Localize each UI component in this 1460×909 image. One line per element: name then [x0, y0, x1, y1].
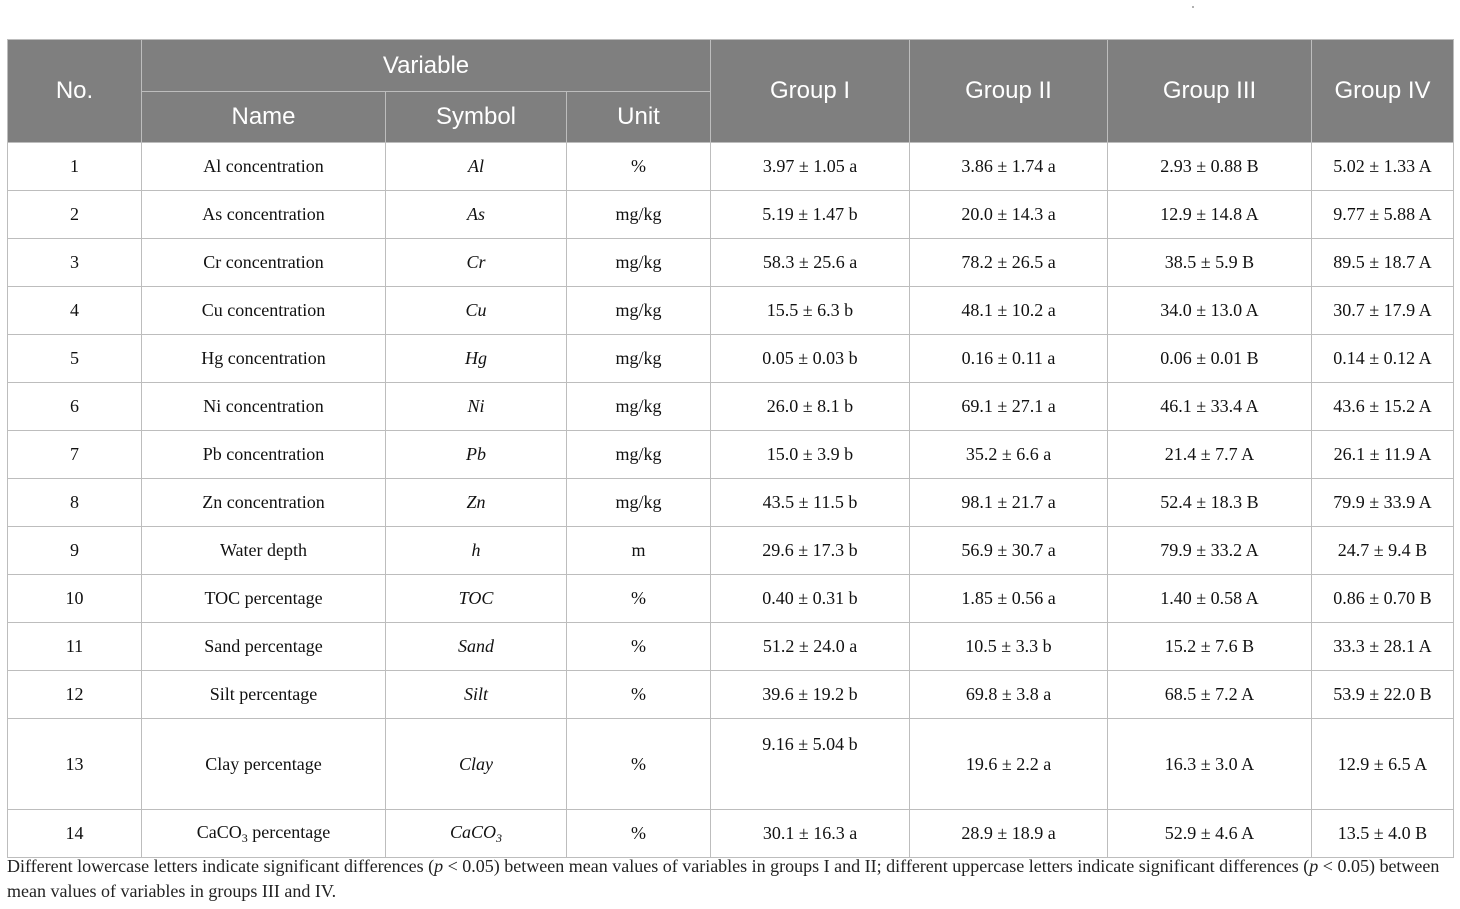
cell-group-3: 52.9 ± 4.6 A: [1108, 810, 1312, 858]
cell-group-1: 0.05 ± 0.03 b: [711, 335, 910, 383]
cell-group-3: 12.9 ± 14.8 A: [1108, 191, 1312, 239]
cell-unit: mg/kg: [567, 191, 711, 239]
cell-no: 8: [8, 479, 142, 527]
cell-no: 11: [8, 623, 142, 671]
stray-dot: [1192, 6, 1194, 8]
cell-name: Cr concentration: [142, 239, 386, 287]
table-row: [8, 671, 1454, 719]
cell-symbol: Hg: [386, 335, 567, 383]
cell-group-1: 43.5 ± 11.5 b: [711, 479, 910, 527]
cell-unit: %: [567, 623, 711, 671]
header-group-2: Group II: [910, 40, 1108, 143]
table-row: [8, 335, 1454, 383]
cell-group-1: 39.6 ± 19.2 b: [711, 671, 910, 719]
cell-group-2: 0.16 ± 0.11 a: [910, 335, 1108, 383]
cell-name: Silt percentage: [142, 671, 386, 719]
cell-group-1: 3.97 ± 1.05 a: [711, 143, 910, 191]
table-row: [8, 479, 1454, 527]
cell-symbol: Ni: [386, 383, 567, 431]
cell-group-3: 38.5 ± 5.9 B: [1108, 239, 1312, 287]
cell-group-3: 34.0 ± 13.0 A: [1108, 287, 1312, 335]
cell-no: 1: [8, 143, 142, 191]
cell-group-4: 12.9 ± 6.5 A: [1312, 719, 1454, 810]
cell-group-2: 56.9 ± 30.7 a: [910, 527, 1108, 575]
table-row: [8, 575, 1454, 623]
footnote-p-symbol-2: p: [1309, 856, 1319, 876]
cell-symbol: Al: [386, 143, 567, 191]
cell-symbol: Clay: [386, 719, 567, 810]
cell-group-2: 10.5 ± 3.3 b: [910, 623, 1108, 671]
cell-group-2: 78.2 ± 26.5 a: [910, 239, 1108, 287]
cell-group-4: 26.1 ± 11.9 A: [1312, 431, 1454, 479]
cell-name: Sand percentage: [142, 623, 386, 671]
cell-group-1: 15.0 ± 3.9 b: [711, 431, 910, 479]
table-row: [8, 719, 1454, 810]
cell-no: 9: [8, 527, 142, 575]
cell-name: Clay percentage: [142, 719, 386, 810]
cell-name: Ni concentration: [142, 383, 386, 431]
cell-group-1: 30.1 ± 16.3 a: [711, 810, 910, 858]
table-row: [8, 527, 1454, 575]
header-variable: Variable: [142, 40, 711, 92]
cell-no: 4: [8, 287, 142, 335]
cell-no: 10: [8, 575, 142, 623]
cell-name-subscript: 3: [241, 830, 248, 845]
cell-group-3: 1.40 ± 0.58 A: [1108, 575, 1312, 623]
table-row: [8, 431, 1454, 479]
cell-group-4: 24.7 ± 9.4 B: [1312, 527, 1454, 575]
cell-group-2: 69.1 ± 27.1 a: [910, 383, 1108, 431]
cell-group-4: 30.7 ± 17.9 A: [1312, 287, 1454, 335]
cell-group-2: 35.2 ± 6.6 a: [910, 431, 1108, 479]
cell-group-4: 13.5 ± 4.0 B: [1312, 810, 1454, 858]
header-symbol: Symbol: [386, 92, 567, 143]
cell-group-1: 9.16 ± 5.04 b: [711, 719, 910, 810]
cell-symbol: Silt: [386, 671, 567, 719]
header-name: Name: [142, 92, 386, 143]
cell-group-2: 48.1 ± 10.2 a: [910, 287, 1108, 335]
cell-group-3: 0.06 ± 0.01 B: [1108, 335, 1312, 383]
cell-symbol: Cu: [386, 287, 567, 335]
cell-no: 3: [8, 239, 142, 287]
cell-group-2: 19.6 ± 2.2 a: [910, 719, 1108, 810]
table-row: [8, 287, 1454, 335]
cell-group-2: 69.8 ± 3.8 a: [910, 671, 1108, 719]
cell-no: 5: [8, 335, 142, 383]
cell-symbol: h: [386, 527, 567, 575]
cell-group-1: 0.40 ± 0.31 b: [711, 575, 910, 623]
cell-unit: mg/kg: [567, 239, 711, 287]
cell-unit: mg/kg: [567, 335, 711, 383]
cell-symbol: Sand: [386, 623, 567, 671]
cell-unit: mg/kg: [567, 479, 711, 527]
cell-group-1: 15.5 ± 6.3 b: [711, 287, 910, 335]
cell-name: Water depth: [142, 527, 386, 575]
cell-symbol: Cr: [386, 239, 567, 287]
header-group-3: Group III: [1108, 40, 1312, 143]
cell-symbol: Zn: [386, 479, 567, 527]
cell-group-1: 5.19 ± 1.47 b: [711, 191, 910, 239]
cell-group-1: 51.2 ± 24.0 a: [711, 623, 910, 671]
cell-group-3: 52.4 ± 18.3 B: [1108, 479, 1312, 527]
cell-group-4: 0.14 ± 0.12 A: [1312, 335, 1454, 383]
table-row: [8, 383, 1454, 431]
table-row: [8, 191, 1454, 239]
cell-no: 2: [8, 191, 142, 239]
cell-name: Zn concentration: [142, 479, 386, 527]
cell-group-2: 20.0 ± 14.3 a: [910, 191, 1108, 239]
cell-name: Pb concentration: [142, 431, 386, 479]
cell-unit: %: [567, 719, 711, 810]
cell-group-3: 21.4 ± 7.7 A: [1108, 431, 1312, 479]
table-footnote: [7, 854, 1453, 904]
cell-group-2: 1.85 ± 0.56 a: [910, 575, 1108, 623]
cell-unit: %: [567, 575, 711, 623]
cell-group-4: 43.6 ± 15.2 A: [1312, 383, 1454, 431]
cell-name: Cu concentration: [142, 287, 386, 335]
footnote-text-2: < 0.05) between mean values of variables in groups I and II; different uppercase letters indicate significant differences (: [443, 856, 1310, 876]
cell-unit: mg/kg: [567, 431, 711, 479]
cell-group-4: 89.5 ± 18.7 A: [1312, 239, 1454, 287]
cell-group-1: 26.0 ± 8.1 b: [711, 383, 910, 431]
table-row: [8, 143, 1454, 191]
table-row: [8, 623, 1454, 671]
cell-symbol-base: CaCO: [449, 821, 496, 842]
footnote-text-3: < 0.05) between mean values of variables in groups III and IV.: [7, 856, 1440, 901]
cell-name: Al concentration: [142, 143, 386, 191]
cell-unit: mg/kg: [567, 383, 711, 431]
header-group-4: Group IV: [1312, 40, 1454, 143]
cell-group-2: 3.86 ± 1.74 a: [910, 143, 1108, 191]
header-unit: Unit: [567, 92, 711, 143]
cell-no: 14: [8, 810, 142, 858]
cell-unit: %: [567, 810, 711, 858]
cell-name-suffix: percentage: [247, 821, 331, 842]
cell-symbol-subscript: 3: [496, 830, 502, 845]
cell-group-1: 58.3 ± 25.6 a: [711, 239, 910, 287]
cell-no: 6: [8, 383, 142, 431]
cell-group-3: 68.5 ± 7.2 A: [1108, 671, 1312, 719]
table-row: [8, 810, 1454, 858]
data-table: [7, 39, 1454, 858]
cell-group-2: 98.1 ± 21.7 a: [910, 479, 1108, 527]
cell-name-base: CaCO: [196, 821, 242, 842]
cell-symbol: TOC: [386, 575, 567, 623]
cell-unit: %: [567, 143, 711, 191]
cell-group-2: 28.9 ± 18.9 a: [910, 810, 1108, 858]
cell-group-4: 33.3 ± 28.1 A: [1312, 623, 1454, 671]
cell-group-4: 9.77 ± 5.88 A: [1312, 191, 1454, 239]
cell-group-1: 29.6 ± 17.3 b: [711, 527, 910, 575]
cell-unit: mg/kg: [567, 287, 711, 335]
footnote-text-1: Different lowercase letters indicate significant differences (: [7, 856, 435, 876]
cell-unit: %: [567, 671, 711, 719]
cell-symbol: [386, 810, 567, 858]
cell-name: [142, 810, 386, 858]
cell-group-3: 2.93 ± 0.88 B: [1108, 143, 1312, 191]
cell-name: TOC percentage: [142, 575, 386, 623]
footnote-p-symbol-1: p: [434, 856, 444, 876]
cell-symbol: Pb: [386, 431, 567, 479]
cell-group-4: 79.9 ± 33.9 A: [1312, 479, 1454, 527]
cell-no: 12: [8, 671, 142, 719]
cell-group-3: 16.3 ± 3.0 A: [1108, 719, 1312, 810]
cell-group-3: 46.1 ± 33.4 A: [1108, 383, 1312, 431]
table-row: [8, 239, 1454, 287]
header-no: No.: [8, 40, 142, 143]
header-group-1: Group I: [711, 40, 910, 143]
cell-group-3: 15.2 ± 7.6 B: [1108, 623, 1312, 671]
cell-group-4: 53.9 ± 22.0 B: [1312, 671, 1454, 719]
cell-name: As concentration: [142, 191, 386, 239]
cell-symbol: As: [386, 191, 567, 239]
cell-name: Hg concentration: [142, 335, 386, 383]
cell-group-3: 79.9 ± 33.2 A: [1108, 527, 1312, 575]
cell-group-4: 5.02 ± 1.33 A: [1312, 143, 1454, 191]
cell-group-4: 0.86 ± 0.70 B: [1312, 575, 1454, 623]
cell-no: 7: [8, 431, 142, 479]
cell-unit: m: [567, 527, 711, 575]
cell-no: 13: [8, 719, 142, 810]
